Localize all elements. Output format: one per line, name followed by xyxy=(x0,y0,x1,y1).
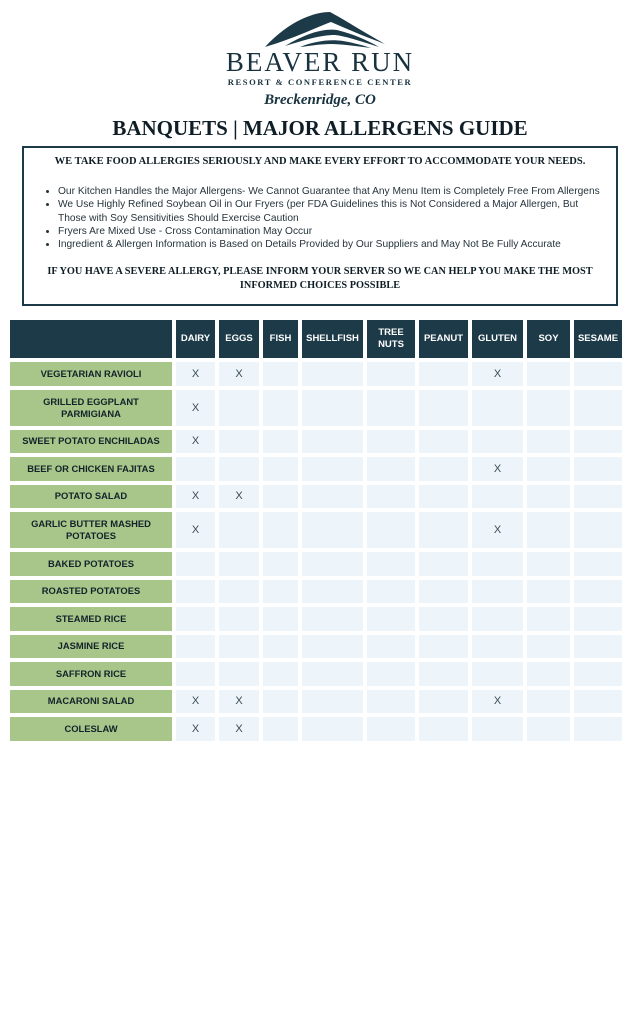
allergen-cell xyxy=(302,457,363,481)
allergen-cell: X xyxy=(472,690,523,714)
allergen-cell xyxy=(302,635,363,659)
allergen-cell xyxy=(367,552,415,576)
allergen-cell xyxy=(367,580,415,604)
allergen-cell xyxy=(302,362,363,386)
table-row xyxy=(10,717,622,741)
allergen-cell xyxy=(302,717,363,741)
column-header: EGGS xyxy=(219,320,259,358)
allergen-cell: X xyxy=(472,512,523,548)
allergen-table xyxy=(6,316,626,745)
allergen-cell xyxy=(527,607,570,631)
allergen-cell xyxy=(419,430,468,454)
table-row xyxy=(10,552,622,576)
allergen-cell xyxy=(176,607,215,631)
allergen-cell: X xyxy=(176,717,215,741)
allergen-cell xyxy=(302,552,363,576)
allergen-cell xyxy=(419,690,468,714)
allergen-cell xyxy=(527,362,570,386)
allergen-cell: X xyxy=(176,512,215,548)
allergen-cell xyxy=(219,635,259,659)
allergen-cell xyxy=(527,690,570,714)
allergen-cell xyxy=(574,457,622,481)
notice-bullet: • Our Kitchen Handles the Major Allergens- We Cannot Guarantee that Any Menu Item is Completely Free From Allergens xyxy=(58,185,604,198)
allergen-cell xyxy=(574,362,622,386)
allergen-cell: X xyxy=(219,362,259,386)
allergen-cell xyxy=(527,457,570,481)
allergen-cell xyxy=(527,390,570,426)
allergen-cell xyxy=(419,607,468,631)
notice-bullet-list xyxy=(58,185,604,251)
column-header: SHELLFISH xyxy=(302,320,363,358)
allergen-cell xyxy=(527,485,570,509)
allergen-cell xyxy=(367,512,415,548)
menu-item-name: MACARONI SALAD xyxy=(10,690,172,714)
table-row xyxy=(10,390,622,426)
page-title: BANQUETS | MAJOR ALLERGENS GUIDE xyxy=(112,116,528,140)
table-row xyxy=(10,430,622,454)
allergen-cell xyxy=(302,662,363,686)
menu-item-name: VEGETARIAN RAVIOLI xyxy=(10,362,172,386)
menu-item-name: ROASTED POTATOES xyxy=(10,580,172,604)
allergen-cell xyxy=(472,580,523,604)
allergen-cell xyxy=(527,512,570,548)
allergen-cell xyxy=(302,690,363,714)
table-row xyxy=(10,690,622,714)
allergen-cell xyxy=(419,580,468,604)
allergen-cell: X xyxy=(176,690,215,714)
allergen-cell xyxy=(574,512,622,548)
allergen-cell xyxy=(527,430,570,454)
allergen-cell xyxy=(574,662,622,686)
column-header: PEANUT xyxy=(419,320,468,358)
allergen-cell xyxy=(219,430,259,454)
allergen-cell xyxy=(367,457,415,481)
table-header-row xyxy=(10,320,622,358)
allergen-cell xyxy=(219,580,259,604)
allergen-cell: X xyxy=(472,457,523,481)
allergen-cell xyxy=(527,552,570,576)
allergen-cell xyxy=(302,430,363,454)
table-body xyxy=(10,362,622,741)
allergen-cell xyxy=(263,512,298,548)
allergen-cell xyxy=(263,362,298,386)
allergen-cell xyxy=(367,485,415,509)
allergen-cell xyxy=(176,580,215,604)
allergen-cell xyxy=(419,662,468,686)
allergen-cell xyxy=(419,717,468,741)
allergen-cell: X xyxy=(219,690,259,714)
allergen-cell xyxy=(574,430,622,454)
allergen-cell xyxy=(263,690,298,714)
allergen-cell xyxy=(574,552,622,576)
allergen-cell xyxy=(263,552,298,576)
allergen-cell xyxy=(527,717,570,741)
column-header: FISH xyxy=(263,320,298,358)
allergen-cell xyxy=(263,430,298,454)
column-header: TREE NUTS xyxy=(367,320,415,358)
menu-item-name: POTATO SALAD xyxy=(10,485,172,509)
table-row xyxy=(10,635,622,659)
menu-item-name: GARLIC BUTTER MASHED POTATOES xyxy=(10,512,172,548)
allergen-cell xyxy=(263,390,298,426)
allergen-cell xyxy=(574,485,622,509)
allergen-cell xyxy=(367,607,415,631)
allergen-cell xyxy=(302,580,363,604)
allergen-cell xyxy=(219,607,259,631)
allergen-cell xyxy=(527,662,570,686)
allergen-cell xyxy=(263,485,298,509)
allergen-cell xyxy=(263,457,298,481)
resort-logo xyxy=(0,10,640,109)
menu-item-name: COLESLAW xyxy=(10,717,172,741)
allergen-cell xyxy=(574,607,622,631)
allergen-cell xyxy=(367,390,415,426)
allergen-cell xyxy=(219,552,259,576)
allergen-cell xyxy=(574,390,622,426)
allergen-cell xyxy=(176,662,215,686)
column-header: GLUTEN xyxy=(472,320,523,358)
notice-bullet: • Fryers Are Mixed Use - Cross Contamination May Occur xyxy=(58,225,604,238)
menu-item-name: SWEET POTATO ENCHILADAS xyxy=(10,430,172,454)
allergen-cell xyxy=(367,717,415,741)
allergen-cell xyxy=(419,512,468,548)
allergen-cell xyxy=(472,717,523,741)
menu-item-name: SAFFRON RICE xyxy=(10,662,172,686)
table-row xyxy=(10,512,622,548)
allergen-cell xyxy=(302,607,363,631)
menu-item-name: BEEF OR CHICKEN FAJITAS xyxy=(10,457,172,481)
notice-bullet: • Ingredient & Allergen Information is Based on Details Provided by Our Suppliers and May Not Be Fully Accurate xyxy=(58,238,604,251)
allergen-cell xyxy=(302,485,363,509)
allergen-cell xyxy=(367,662,415,686)
allergen-cell xyxy=(219,512,259,548)
allergen-cell xyxy=(574,690,622,714)
allergen-cell xyxy=(419,552,468,576)
allergen-cell xyxy=(419,485,468,509)
table-row xyxy=(10,580,622,604)
allergen-cell xyxy=(472,430,523,454)
allergen-cell xyxy=(419,390,468,426)
allergen-cell: X xyxy=(176,430,215,454)
table-row xyxy=(10,662,622,686)
allergen-cell xyxy=(472,662,523,686)
allergen-cell xyxy=(574,717,622,741)
allergen-cell xyxy=(176,457,215,481)
allergen-cell xyxy=(263,717,298,741)
allergen-cell xyxy=(302,512,363,548)
allergen-cell xyxy=(367,690,415,714)
allergen-cell xyxy=(419,457,468,481)
allergen-cell xyxy=(367,635,415,659)
allergen-cell xyxy=(472,485,523,509)
allergen-cell xyxy=(263,580,298,604)
menu-item-name: STEAMED RICE xyxy=(10,607,172,631)
allergen-cell xyxy=(263,635,298,659)
allergen-cell xyxy=(367,362,415,386)
allergen-cell xyxy=(219,662,259,686)
notice-heading: WE TAKE FOOD ALLERGIES SERIOUSLY AND MAKE EVERY EFFORT TO ACCOMMODATE YOUR NEEDS. xyxy=(54,156,586,167)
brand-name: BEAVER RUN xyxy=(225,47,415,77)
notice-footer: IF YOU HAVE A SEVERE ALLERGY, PLEASE INFORM YOUR SERVER SO WE CAN HELP YOU MAKE THE MOST INFORMED CHOICES POSSIBLE xyxy=(47,266,593,291)
allergen-cell xyxy=(472,390,523,426)
allergen-cell: X xyxy=(176,390,215,426)
brand-subtitle: RESORT & CONFERENCE CENTER xyxy=(227,77,413,87)
mountain-logo-icon xyxy=(245,10,395,48)
allergen-cell: X xyxy=(219,485,259,509)
allergen-cell: X xyxy=(219,717,259,741)
table-row xyxy=(10,457,622,481)
column-header: SOY xyxy=(527,320,570,358)
allergen-cell xyxy=(472,607,523,631)
column-header xyxy=(10,320,172,358)
allergen-cell xyxy=(472,635,523,659)
allergy-notice-box xyxy=(22,146,618,306)
allergen-cell xyxy=(419,362,468,386)
allergen-cell xyxy=(574,635,622,659)
allergen-cell xyxy=(419,635,468,659)
allergen-cell xyxy=(472,552,523,576)
menu-item-name: GRILLED EGGPLANT PARMIGIANA xyxy=(10,390,172,426)
table-row xyxy=(10,485,622,509)
allergen-cell xyxy=(263,662,298,686)
brand-location: Breckenridge, CO xyxy=(264,92,376,108)
allergen-cell: X xyxy=(472,362,523,386)
allergen-cell: X xyxy=(176,362,215,386)
allergen-cell xyxy=(527,580,570,604)
column-header: DAIRY xyxy=(176,320,215,358)
menu-item-name: BAKED POTATOES xyxy=(10,552,172,576)
table-row xyxy=(10,362,622,386)
allergen-cell xyxy=(527,635,570,659)
table-row xyxy=(10,607,622,631)
allergen-cell xyxy=(302,390,363,426)
allergen-cell xyxy=(219,390,259,426)
allergen-cell xyxy=(263,607,298,631)
menu-item-name: JASMINE RICE xyxy=(10,635,172,659)
allergen-cell xyxy=(367,430,415,454)
allergen-cell xyxy=(176,635,215,659)
allergen-cell xyxy=(176,552,215,576)
allergen-cell xyxy=(219,457,259,481)
column-header: SESAME xyxy=(574,320,622,358)
notice-bullet: • We Use Highly Refined Soybean Oil in Our Fryers (per FDA Guidelines this is Not Considered a Major Allergen, But Those with Soy Sensitivities Should Exercise Caution xyxy=(58,198,604,225)
allergen-cell: X xyxy=(176,485,215,509)
allergen-cell xyxy=(574,580,622,604)
